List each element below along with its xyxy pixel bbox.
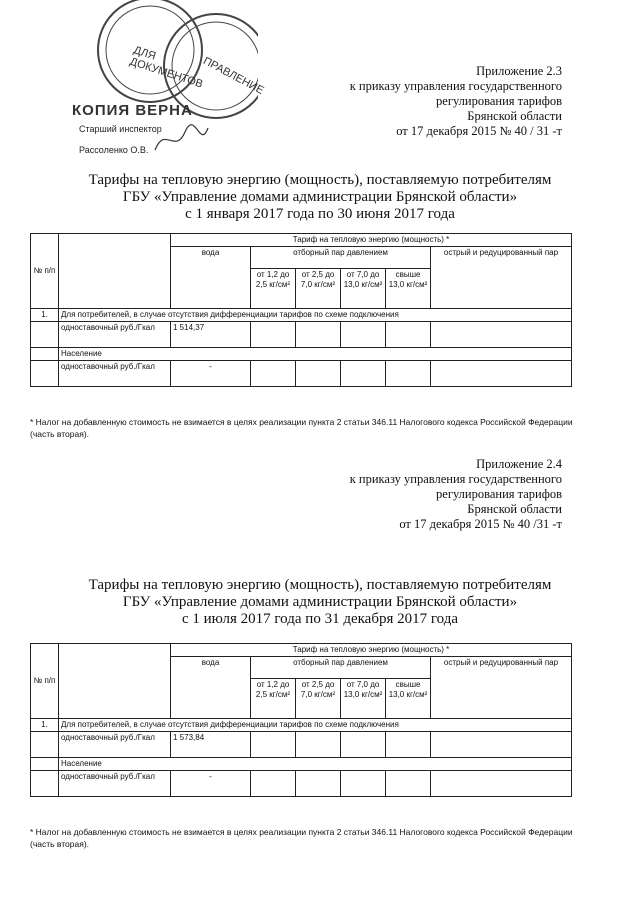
signature-mark [150,120,210,160]
table-row: Население [31,758,572,771]
table-row: Население [31,348,572,361]
table-row: 1. Для потребителей, в случае отсутствия дифференциации тарифов по схеме подключения [31,719,572,732]
table-row: одноставочный руб./Гкал - [31,771,572,797]
table-row: 1. Для потребителей, в случае отсутствия дифференциации тарифов по схеме подключения [31,309,572,322]
round-stamp-1-text: ДЛЯ ДОКУМЕНТОВ [128,44,205,91]
footnote-1: * Налог на добавленную стоимость не взимается в целях реализации пункта 2 статьи 346.11 Налогового кодекса Российской Федерации (часть вторая). [30,417,573,439]
inspector-name: Рассоленко О.В. [79,145,149,155]
appendix-header-2: Приложение 2.4 к приказу управления государственного регулирования тарифов Брянской области от 17 декабря 2015 № 40 /31 -т [349,457,562,531]
appendix-header-1: Приложение 2.3 к приказу управления государственного регулирования тарифов Брянской области от 17 декабря 2015 № 40 / 31 -т [349,64,562,138]
document-title-1: Тарифы на тепловую энергию (мощность), поставляемую потребителям ГБУ «Управление домами администрации Брянской области» с 1 января 2017 года по 30 июня 2017 года [88,172,552,222]
table-row: одноставочный руб./Гкал - [31,361,572,387]
table-row: одноставочный руб./Гкал 1 514,37 [31,322,572,348]
document-title-2: Тарифы на тепловую энергию (мощность), поставляемую потребителям ГБУ «Управление домами администрации Брянской области» с 1 июля 2017 года по 31 декабря 2017 года [88,577,552,627]
tariff-table-1: № п/п Тариф на тепловую энергию (мощность) * вода отборный пар давлением острый и редуцированный пар от 1,2 до 2,5 кг/см² от 2,5 до 7,0 кг/см² от 7,0 до 13,0 кг/см² свыше 13,0 кг/см² 1. Для потребителей, в случае отсутствия дифференциации тарифов по схеме подключения одноставочный руб./Гкал 1 514,37 Население одноставочный руб./Гкал - [30,233,572,387]
tariff-table-2: № п/п Тариф на тепловую энергию (мощность) * вода отборный пар давлением острый и редуцированный пар от 1,2 до 2,5 кг/см² от 2,5 до 7,0 кг/см² от 7,0 до 13,0 кг/см² свыше 13,0 кг/см² 1. Для потребителей, в случае отсутствия дифференциации тарифов по схеме подключения одноставочный руб./Гкал 1 573,84 Население одноставочный руб./Гкал - [30,643,572,797]
footnote-2: * Налог на добавленную стоимость не взимается в целях реализации пункта 2 статьи 346.11 Налогового кодекса Российской Федерации (часть вторая). [30,827,573,849]
round-stamp-2-text: ПРАВЛЕНИЕ [201,55,266,97]
inspector-title: Старший инспектор [79,124,162,134]
table-row: одноставочный руб./Гкал 1 573,84 [31,732,572,758]
copy-stamp-label: КОПИЯ ВЕРНА [72,102,193,119]
